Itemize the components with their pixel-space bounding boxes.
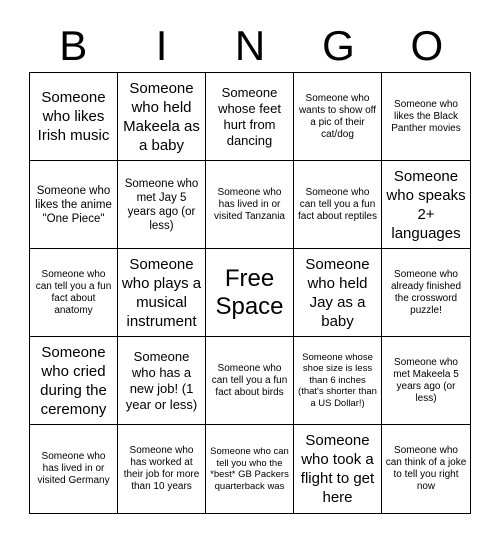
cell-text: Someone who likes the anime "One Piece" — [35, 184, 112, 225]
cell-text: Someone who can tell you a fun fact about reptiles — [298, 186, 377, 222]
bingo-cell[interactable] — [118, 337, 206, 425]
bingo-cell[interactable] — [118, 425, 206, 513]
cell-text: Someone who has lived in or visited Germany — [37, 451, 110, 486]
bingo-cell[interactable] — [30, 73, 118, 161]
title-letter-o: O — [410, 22, 444, 69]
free-space-cell[interactable] — [206, 249, 294, 337]
bingo-title — [29, 20, 471, 72]
bingo-cell[interactable] — [30, 337, 118, 425]
bingo-cell[interactable] — [206, 161, 294, 249]
bingo-cell[interactable] — [206, 425, 294, 513]
cell-text: Someone who cried during the ceremony — [40, 343, 107, 418]
bingo-cell[interactable] — [382, 161, 470, 249]
bingo-cell[interactable] — [382, 73, 470, 161]
bingo-cell[interactable] — [206, 73, 294, 161]
title-letter-i: I — [155, 22, 168, 69]
cell-text: Someone who held Makeela as a baby — [123, 79, 200, 154]
cell-text: Someone who can think of a joke to tell you right now — [385, 445, 467, 492]
bingo-cell[interactable] — [382, 249, 470, 337]
bingo-cell[interactable] — [30, 425, 118, 513]
bingo-cell[interactable] — [118, 73, 206, 161]
cell-text: Someone who already finished the crossword puzzle! — [390, 268, 462, 316]
cell-text: Someone who can tell you a fun fact about anatomy — [35, 268, 112, 316]
bingo-cell[interactable] — [294, 337, 382, 425]
title-letter-n: N — [234, 22, 266, 69]
cell-text: Someone who took a flight to get here — [300, 432, 375, 506]
cell-text: Someone who wants to show off a pic of their cat/dog — [298, 92, 377, 140]
cell-text: Someone who speaks 2+ languages — [386, 167, 466, 242]
bingo-cell[interactable] — [294, 73, 382, 161]
bingo-board — [29, 72, 471, 514]
free-space-text: Free Space — [215, 264, 284, 320]
bingo-cell[interactable] — [294, 161, 382, 249]
bingo-cell[interactable] — [118, 249, 206, 337]
cell-text: Someone who likes Irish music — [37, 89, 110, 144]
cell-text: Someone who plays a musical instrument — [121, 255, 202, 330]
cell-text: Someone whose feet hurt from dancing — [218, 84, 281, 148]
title-letter-g: G — [322, 22, 355, 69]
bingo-cell[interactable] — [382, 337, 470, 425]
bingo-cell[interactable] — [118, 161, 206, 249]
cell-text: Someone who has worked at their job for more than 10 years — [123, 445, 200, 492]
cell-text: Someone who can tell you a fun fact about birds — [211, 362, 288, 398]
bingo-cell[interactable] — [30, 249, 118, 337]
cell-text: Someone who held Jay as a baby — [305, 255, 370, 330]
bingo-cell[interactable] — [206, 337, 294, 425]
bingo-cell[interactable] — [294, 249, 382, 337]
bingo-cell[interactable] — [382, 425, 470, 513]
cell-text: Someone whose shoe size is less than 6 inches (that's shorter than a US Dollar!) — [298, 351, 377, 409]
cell-text: Someone who likes the Black Panther movies — [391, 98, 461, 134]
cell-text: Someone who can tell you who the *best* GB Packers quarterback was — [210, 446, 289, 492]
cell-text: Someone who met Jay 5 years ago (or less) — [124, 177, 199, 232]
bingo-cell[interactable] — [294, 425, 382, 513]
bingo-cell[interactable] — [30, 161, 118, 249]
cell-text: Someone who has lived in or visited Tanzania — [214, 186, 285, 222]
title-letter-b: B — [59, 22, 88, 69]
cell-text: Someone who met Makeela 5 years ago (or less) — [393, 356, 459, 404]
cell-text: Someone who has a new job! (1 year or less) — [125, 348, 198, 412]
